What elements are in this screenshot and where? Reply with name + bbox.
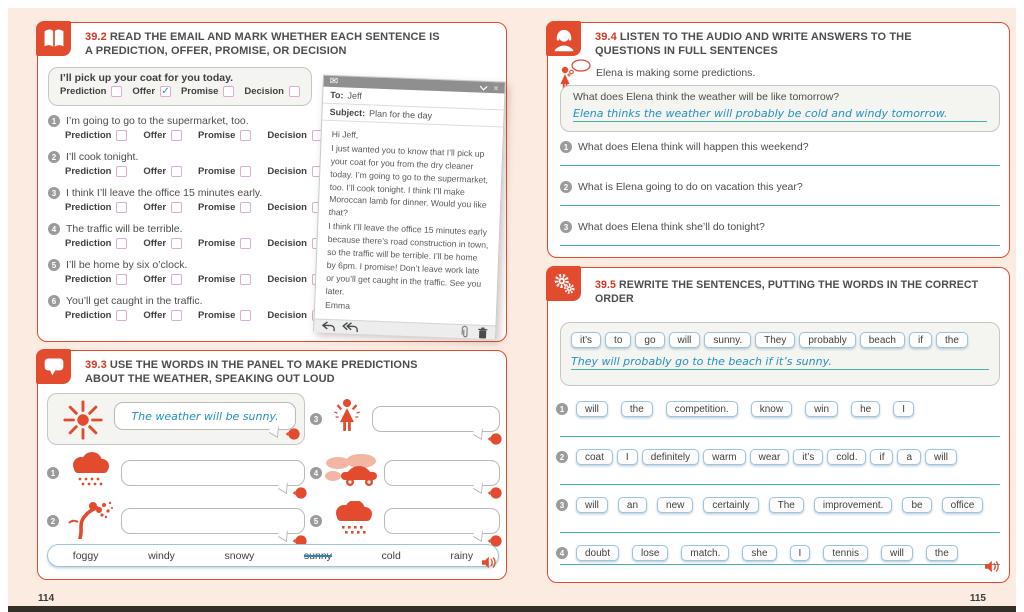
intro-text: Elena is making some predictions. (596, 67, 756, 79)
panel-word: snowy (224, 549, 255, 562)
checkbox-promise[interactable] (223, 86, 234, 97)
option-label: Decision (267, 310, 307, 321)
page-number-left: 114 (38, 593, 55, 604)
option-promise (198, 202, 252, 213)
word-chip[interactable]: win (805, 401, 838, 417)
option-label: Offer (143, 238, 167, 249)
example-answer: They will probably go to the beach if it’s sunny. (571, 355, 989, 370)
option-label: Promise (180, 86, 219, 97)
item-number: 3 (48, 187, 60, 199)
option-promise (198, 130, 252, 141)
answer-blank[interactable] (560, 532, 1000, 533)
panel-word: sunny (303, 549, 332, 562)
speaking-item-1 (47, 453, 305, 493)
option-prediction (65, 238, 127, 249)
speaking-item-3 (310, 399, 500, 439)
page-number-right: 115 (969, 593, 986, 604)
gears-icon (546, 266, 581, 301)
items-list (48, 115, 324, 321)
options-row (65, 310, 323, 321)
option-label: Decision (244, 86, 284, 97)
word-chip[interactable]: sunny. (704, 332, 751, 348)
word-chip[interactable]: she (742, 545, 776, 561)
speech-bubble-blank[interactable] (384, 460, 500, 486)
option-prediction (65, 274, 127, 285)
option-promise (198, 310, 252, 321)
example-box (47, 393, 305, 445)
word-chip[interactable]: if (909, 332, 932, 348)
answer-blank[interactable] (560, 484, 1000, 485)
answer-blank[interactable] (560, 205, 1000, 206)
option-label: Promise (197, 310, 236, 321)
word-chip[interactable]: if (870, 449, 893, 465)
item-sentence: You’ll get caught in the traffic. (66, 295, 203, 307)
subject-label: Subject: (329, 106, 366, 119)
option-label: Prediction (60, 86, 107, 97)
word-chip[interactable]: go (635, 332, 664, 348)
word-chip[interactable]: match. (681, 545, 729, 561)
word-chip[interactable]: tennis (823, 545, 868, 561)
word-chip[interactable]: the (621, 401, 653, 417)
question-text: What does Elena think will happen this weekend? (578, 141, 809, 153)
checkbox-prediction[interactable] (116, 274, 127, 285)
item-sentence: I’m going to go to the supermarket, too. (66, 115, 249, 127)
section-title (85, 30, 445, 59)
email-window (313, 75, 506, 339)
checkbox-promise[interactable] (240, 202, 251, 213)
sun-icon (62, 399, 104, 446)
word-chip[interactable]: the (926, 545, 958, 561)
open-book-icon (36, 21, 71, 56)
option-offer (143, 310, 182, 321)
question-text: What does Elena think she’ll do tonight? (578, 221, 765, 233)
word-chip[interactable]: be (902, 497, 931, 513)
checkbox-offer[interactable] (171, 166, 182, 177)
speech-bubble-blank[interactable] (121, 508, 305, 534)
email-body (315, 121, 503, 326)
question-text: What is Elena going to do on vacation this year? (578, 181, 803, 193)
option-offer (143, 130, 182, 141)
panel-word: windy (148, 549, 175, 562)
word-chip[interactable]: improvement. (814, 497, 893, 513)
checkbox-offer[interactable]: ✓ (161, 85, 170, 97)
section-title (595, 279, 1000, 307)
reply-all-icon[interactable] (342, 322, 358, 334)
section-number: 39.2 (85, 31, 107, 43)
checkbox-promise[interactable] (240, 166, 251, 177)
question-number: 3 (560, 221, 572, 233)
example-sentence: I’ll pick up your coat for you today. (60, 72, 234, 84)
row-number: 3 (556, 499, 568, 511)
rain-cloud-icon (59, 452, 121, 495)
section-title-text: USE THE WORDS IN THE PANEL TO MAKE PREDICTIONS ABOUT THE WEATHER, SPEAKING OUT LOUD (85, 359, 418, 386)
listening-person-icon (546, 21, 581, 56)
example-answer: The weather will be sunny. (131, 409, 279, 423)
option-label: Decision (267, 166, 307, 177)
section-title (85, 358, 455, 387)
checkbox-prediction[interactable] (116, 130, 127, 141)
item-sentence: The traffic will be terrible. (66, 223, 183, 235)
row-number: 1 (556, 403, 568, 415)
word-chip[interactable]: lose (632, 545, 668, 561)
speaking-item-4 (310, 453, 500, 493)
checkbox-offer[interactable] (171, 202, 182, 213)
chip-row (576, 449, 961, 465)
option-prediction (65, 130, 127, 141)
option-prediction (65, 166, 127, 177)
item-number: 1 (48, 115, 60, 127)
example-answer: Elena thinks the weather will probably be cold and windy tomorrow. (573, 107, 987, 122)
example-box (560, 322, 1000, 386)
close-icon[interactable]: × (493, 82, 499, 93)
options-row (65, 238, 323, 249)
chip-row (576, 545, 971, 561)
exercise-39-3-panel (37, 350, 507, 580)
option-promise (198, 238, 252, 249)
item-number: 4 (310, 467, 322, 479)
option-prediction (65, 202, 127, 213)
chip-row (576, 497, 993, 513)
section-number: 39.5 (595, 279, 617, 291)
word-chip[interactable]: new (657, 497, 693, 513)
option-label: Prediction (65, 310, 112, 321)
item-sentence: I’ll be home by six o’clock. (66, 259, 188, 271)
trash-icon[interactable] (477, 327, 488, 339)
word-chip[interactable]: office (942, 497, 984, 513)
example-box (560, 85, 1000, 132)
option-promise (198, 166, 252, 177)
section-number: 39.4 (595, 31, 617, 43)
option-label: Offer (143, 310, 167, 321)
word-chip[interactable]: will (925, 449, 957, 465)
option-label: Offer (132, 86, 156, 97)
checkbox-prediction[interactable] (116, 238, 127, 249)
checkbox-offer[interactable] (171, 238, 182, 249)
option-promise (198, 274, 252, 285)
row-number: 2 (556, 451, 568, 463)
chevron-down-icon[interactable] (479, 82, 487, 92)
attachment-icon[interactable] (459, 325, 469, 338)
option-decision (267, 166, 323, 177)
chip-row (576, 401, 927, 417)
item-number: 5 (48, 259, 60, 271)
example-box (48, 67, 312, 106)
foggy-car-icon (322, 454, 384, 493)
word-chip[interactable]: competition. (666, 401, 738, 417)
envelope-icon: ✉ (329, 75, 339, 88)
audio-speaker-icon[interactable] (481, 556, 496, 574)
option-decision (267, 130, 323, 141)
question-2 (560, 181, 803, 193)
checkbox-promise[interactable] (240, 130, 251, 141)
list-item (48, 151, 324, 177)
reorder-row-3 (556, 497, 1004, 513)
checkbox-promise[interactable] (240, 274, 251, 285)
email-paragraph: Hi Jeff, (331, 128, 359, 140)
book-edge (8, 606, 1016, 612)
option-prediction (65, 310, 127, 321)
option-offer (132, 86, 171, 97)
audio-speaker-icon[interactable] (984, 560, 999, 578)
answer-blank[interactable] (560, 165, 1000, 166)
reorder-row-1 (556, 401, 1004, 417)
option-label: Decision (267, 274, 307, 285)
list-item (48, 259, 324, 285)
word-chip[interactable]: I (617, 449, 638, 465)
options-row (65, 274, 323, 285)
windy-tree-icon (59, 499, 121, 544)
option-label: Promise (197, 238, 236, 249)
section-title-text: REWRITE THE SENTENCES, PUTTING THE WORDS IN THE CORRECT ORDER (595, 279, 979, 305)
item-number: 4 (48, 223, 60, 235)
options-row (65, 166, 323, 177)
word-chip[interactable]: They (755, 332, 795, 348)
section-title-text: LISTEN TO THE AUDIO AND WRITE ANSWERS TO THE QUESTIONS IN FULL SENTENCES (595, 31, 912, 58)
word-chip[interactable]: I (790, 545, 811, 561)
option-label: Decision (267, 202, 307, 213)
item-number: 2 (47, 515, 59, 527)
option-label: Promise (197, 166, 236, 177)
word-panel (47, 544, 499, 567)
item-sentence: I think I’ll leave the office 15 minutes early. (66, 187, 263, 199)
word-chip[interactable]: definitely (642, 449, 699, 465)
checkbox-offer[interactable] (171, 310, 182, 321)
word-chip[interactable]: will (576, 497, 608, 513)
speech-bubble-blank[interactable] (372, 406, 500, 432)
option-label: Prediction (65, 202, 112, 213)
option-label: Prediction (65, 130, 112, 141)
list-item (48, 295, 324, 321)
speaking-item-5 (310, 501, 500, 541)
option-offer (143, 202, 182, 213)
word-chip[interactable]: warm (703, 449, 745, 465)
word-chip[interactable]: will (669, 332, 701, 348)
panel-word: foggy (72, 549, 99, 562)
checkbox-offer[interactable] (171, 274, 182, 285)
section-title (595, 30, 935, 59)
word-chip[interactable]: know (751, 401, 792, 417)
word-chip[interactable]: it’s (571, 332, 601, 348)
question-number: 2 (560, 181, 572, 193)
option-label: Decision (267, 130, 307, 141)
item-number: 2 (48, 151, 60, 163)
word-chip[interactable]: an (618, 497, 647, 513)
checkbox-promise[interactable] (240, 310, 251, 321)
item-number: 1 (47, 467, 59, 479)
option-label: Offer (143, 274, 167, 285)
word-chip[interactable]: beach (860, 332, 905, 348)
item-sentence: I’ll cook tonight. (66, 151, 139, 163)
word-chip[interactable]: probably (799, 332, 855, 348)
option-label: Prediction (65, 166, 112, 177)
word-chip[interactable]: to (605, 332, 631, 348)
answer-blank[interactable] (560, 564, 1000, 565)
speaking-head-icon (285, 427, 300, 446)
item-number: 6 (48, 295, 60, 307)
options-row (65, 202, 323, 213)
example-options-row (60, 86, 300, 97)
reorder-row-4 (556, 545, 1004, 561)
section-title-text: READ THE EMAIL AND MARK WHETHER EACH SENTENCE IS A PREDICTION, OFFER, PROMISE, OR DECISION (85, 31, 440, 58)
option-label: Offer (143, 202, 167, 213)
speaking-head-icon (487, 432, 502, 451)
word-chip[interactable]: I (893, 401, 914, 417)
email-paragraph: I think I’ll leave the office 15 minutes early because there’s road construction in town, so the traffic will be terrible. I’ll be home by 6pm. I promise! Don’t leave work late or you’ll get caught in the traffic. See you later. (325, 221, 489, 297)
subject-value: Plan for the day (368, 108, 433, 121)
speech-bubble-blank[interactable] (121, 460, 305, 486)
option-decision (244, 86, 300, 97)
option-label: Offer (143, 166, 167, 177)
panel-word: cold (381, 549, 401, 562)
question-3 (560, 221, 765, 233)
list-item (48, 115, 324, 141)
email-paragraph: Emma (324, 299, 351, 311)
example-chip-row (571, 332, 989, 348)
option-label: Promise (197, 130, 236, 141)
item-number: 5 (310, 515, 322, 527)
cold-person-icon (322, 398, 372, 441)
word-chip[interactable]: wear (750, 449, 790, 465)
list-item (48, 223, 324, 249)
option-label: Promise (197, 202, 236, 213)
word-chip[interactable]: it’s (793, 449, 823, 465)
email-paragraph: I just wanted you to know that I’ll pick up your coat for you from the dry cleaner today. I’m going to go to the supermarket, too. I’ll cook tonight. I think I’ll make Moroccan lamb for dinner. Would you like that? (328, 142, 489, 218)
speech-bubble-icon (36, 349, 71, 384)
to-value: Jeff (347, 90, 363, 102)
word-chip[interactable]: coat (576, 449, 613, 465)
question-number: 1 (560, 141, 572, 153)
word-chip[interactable]: certainly (703, 497, 758, 513)
option-decision (267, 202, 323, 213)
option-label: Prediction (65, 238, 112, 249)
word-chip[interactable]: he (851, 401, 880, 417)
section-number: 39.3 (85, 359, 107, 371)
checkbox-prediction[interactable] (111, 86, 122, 97)
word-chip[interactable]: a (897, 449, 921, 465)
option-offer (143, 238, 182, 249)
panel-word: rainy (450, 549, 474, 562)
checkbox-prediction[interactable] (116, 166, 127, 177)
item-number: 3 (310, 413, 322, 425)
speaking-item-2 (47, 501, 305, 541)
answer-blank[interactable] (560, 436, 1000, 437)
word-chip[interactable]: cold. (827, 449, 866, 465)
option-promise (181, 86, 235, 97)
option-label: Decision (267, 238, 307, 249)
option-label: Promise (197, 274, 236, 285)
option-label: Offer (143, 130, 167, 141)
word-chip[interactable]: the (936, 332, 968, 348)
exercise-39-4-panel (547, 22, 1010, 258)
word-chip[interactable]: doubt (576, 545, 619, 561)
checkbox-prediction[interactable] (116, 310, 127, 321)
book-spread (8, 8, 1016, 606)
word-chip[interactable]: will (881, 545, 913, 561)
example-speech-bubble (114, 402, 296, 430)
list-item (48, 187, 324, 213)
option-label: Prediction (65, 274, 112, 285)
option-prediction (60, 86, 122, 97)
word-chip[interactable]: will (576, 401, 608, 417)
checkbox-offer[interactable] (171, 130, 182, 141)
option-offer (143, 274, 182, 285)
checkbox-promise[interactable] (240, 238, 251, 249)
options-row (65, 130, 323, 141)
answer-blank[interactable] (560, 245, 1000, 246)
word-chip[interactable]: The (769, 497, 804, 513)
speech-bubble-blank[interactable] (384, 508, 500, 534)
exercise-39-5-panel (547, 267, 1010, 583)
example-question: What does Elena think the weather will be like tomorrow? (573, 91, 840, 103)
option-offer (143, 166, 182, 177)
reorder-row-2 (556, 449, 1004, 465)
question-1 (560, 141, 809, 153)
option-decision (267, 238, 323, 249)
to-label: To: (330, 89, 344, 101)
reply-icon[interactable] (321, 321, 335, 333)
row-number: 4 (556, 547, 568, 559)
checkbox-decision[interactable] (289, 86, 300, 97)
snow-cloud-icon (322, 501, 384, 542)
checkbox-prediction[interactable] (116, 202, 127, 213)
